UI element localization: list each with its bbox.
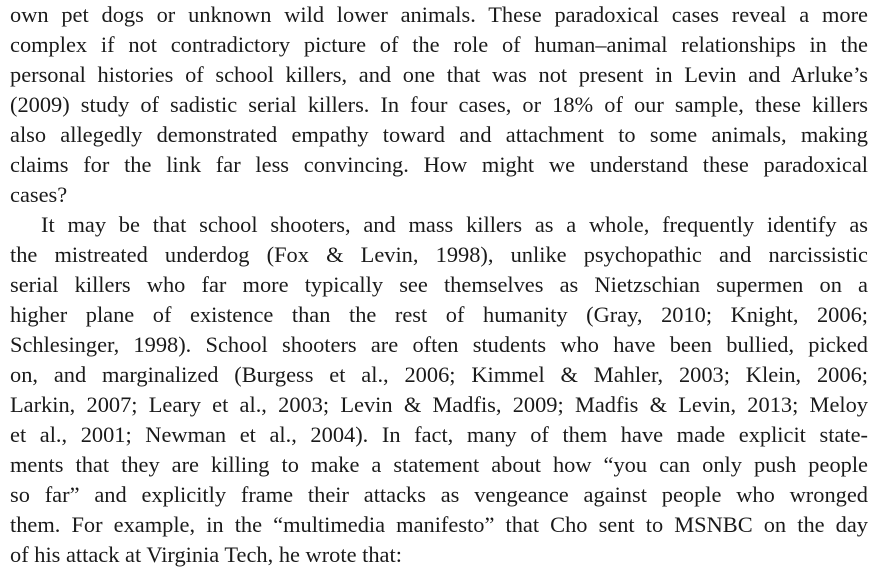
text-line: cases? xyxy=(10,182,68,207)
text-line: ments that they are killing to make a statement about how “you can only push people xyxy=(10,452,868,477)
text-line: (2009) study of sadistic serial killers. In four cases, or 18% of our sample, these killers xyxy=(10,92,868,117)
text-line: of his attack at Virginia Tech, he wrote that: xyxy=(10,542,402,567)
text-line: the mistreated underdog (Fox & Levin, 1998), unlike psychopathic and narcissistic xyxy=(10,242,868,267)
text-line: serial killers who far more typically see themselves as Nietzschian supermen on a xyxy=(10,272,868,297)
text-line: Larkin, 2007; Leary et al., 2003; Levin & Madfis, 2009; Madfis & Levin, 2013; Meloy xyxy=(10,392,868,417)
text-line: on, and marginalized (Burgess et al., 2006; Kimmel & Mahler, 2003; Klein, 2006; xyxy=(10,362,868,387)
text-line: personal histories of school killers, and one that was not present in Levin and Arluke’s xyxy=(10,62,868,87)
paragraph-first-line: It may be that school shooters, and mass killers as a whole, frequently identify as xyxy=(41,212,868,237)
text-line: complex if not contradictory picture of the role of human–animal relationships in the xyxy=(10,32,868,57)
text-line: Schlesinger, 1998). School shooters are often students who have been bullied, picked xyxy=(10,332,868,357)
text-line: claims for the link far less convincing. How might we understand these paradoxical xyxy=(10,152,868,177)
text-line: also allegedly demonstrated empathy toward and attachment to some animals, making xyxy=(10,122,868,147)
text-line: them. For example, in the “multimedia manifesto” that Cho sent to MSNBC on the day xyxy=(10,512,868,537)
text-line: so far” and explicitly frame their attacks as vengeance against people who wronged xyxy=(10,482,868,507)
text-line: higher plane of existence than the rest of humanity (Gray, 2010; Knight, 2006; xyxy=(10,302,868,327)
text-line: own pet dogs or unknown wild lower animals. These paradoxical cases reveal a more xyxy=(10,2,868,27)
text-line: et al., 2001; Newman et al., 2004). In fact, many of them have made explicit state- xyxy=(10,422,868,447)
